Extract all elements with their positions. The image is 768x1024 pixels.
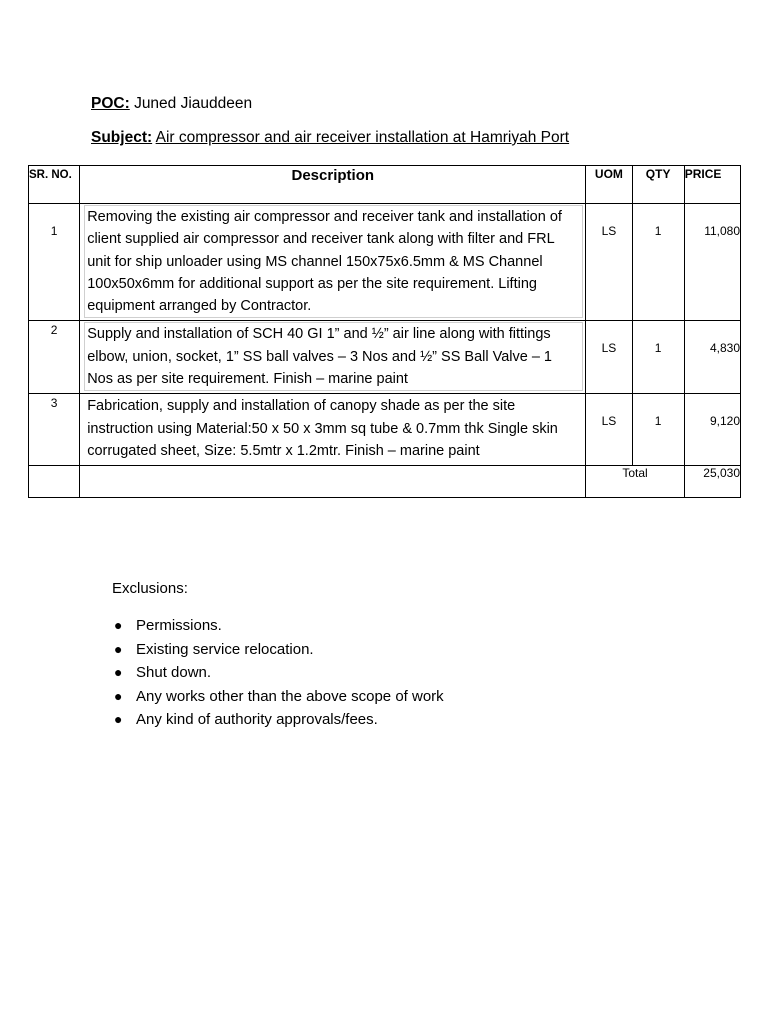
total-value: 25,030: [684, 466, 740, 498]
list-item: ● Existing service relocation.: [112, 638, 444, 662]
row-sr-no: 1: [29, 204, 80, 321]
exclusions-title: Exclusions:: [112, 580, 188, 597]
bullet-icon: ●: [114, 711, 123, 727]
total-label: Total: [586, 466, 684, 498]
table-header-row: [29, 166, 741, 204]
total-row: [29, 466, 741, 498]
poc-line: [91, 94, 252, 114]
row-sr-no: 3: [29, 394, 80, 466]
table-row: [29, 321, 741, 394]
row-description: Removing the existing air compressor and receiver tank and installation of client supplied air compressor and receiver tank along with filter and FRL unit for ship unloader using MS channel 150x75x6.5mm & MS Channel 100x50x6mm for additional support as per the site requirement. Lifting equipment arranged by Contractor.: [84, 205, 583, 318]
row-price: 11,080: [684, 204, 740, 321]
row-description: Supply and installation of SCH 40 GI 1” and ½” air line along with fittings elbow, union, socket, 1” SS ball valves – 3 Nos and ½” SS Ball Valve – 1 Nos as per site requirement. Finish – marine paint: [84, 322, 583, 391]
row-qty: 1: [632, 394, 684, 466]
row-price: 9,120: [684, 394, 740, 466]
row-uom: LS: [586, 394, 632, 466]
column-header-price: PRICE: [684, 166, 740, 204]
bullet-icon: ●: [114, 664, 123, 680]
row-qty: 1: [632, 204, 684, 321]
column-header-qty: QTY: [632, 166, 684, 204]
quotation-table: [28, 165, 741, 498]
column-header-uom: UOM: [586, 166, 632, 204]
column-header-description: Description: [80, 166, 586, 204]
table-row: [29, 394, 741, 466]
list-item: ● Any works other than the above scope of work: [112, 685, 444, 709]
exclusions-list: [112, 614, 444, 732]
poc-value: Juned Jiauddeen: [134, 95, 253, 112]
table-row: [29, 204, 741, 321]
row-sr-no: 2: [29, 321, 80, 394]
bullet-icon: ●: [114, 617, 123, 633]
column-header-sr-no: SR. NO.: [29, 166, 80, 204]
row-description: Fabrication, supply and installation of canopy shade as per the site instruction using Material:50 x 50 x 3mm sq tube & 0.7mm thk Single skin corrugated sheet, Size: 5.5mtr x 1.2mtr. Finish – marine paint: [87, 398, 558, 459]
row-price: 4,830: [684, 321, 740, 394]
subject-line: [91, 128, 569, 148]
bullet-icon: ●: [114, 640, 123, 657]
list-item: ● Permissions.: [112, 614, 444, 638]
row-uom: LS: [586, 204, 632, 321]
poc-label: POC:: [91, 95, 130, 112]
subject-value: Air compressor and air receiver installation at Hamriyah Port: [155, 129, 570, 146]
list-item: ● Any kind of authority approvals/fees.: [112, 708, 444, 732]
row-qty: 1: [632, 321, 684, 394]
row-uom: LS: [586, 321, 632, 394]
subject-label: Subject:: [91, 129, 153, 146]
bullet-icon: ●: [114, 687, 123, 704]
list-item: ● Shut down.: [112, 661, 444, 685]
